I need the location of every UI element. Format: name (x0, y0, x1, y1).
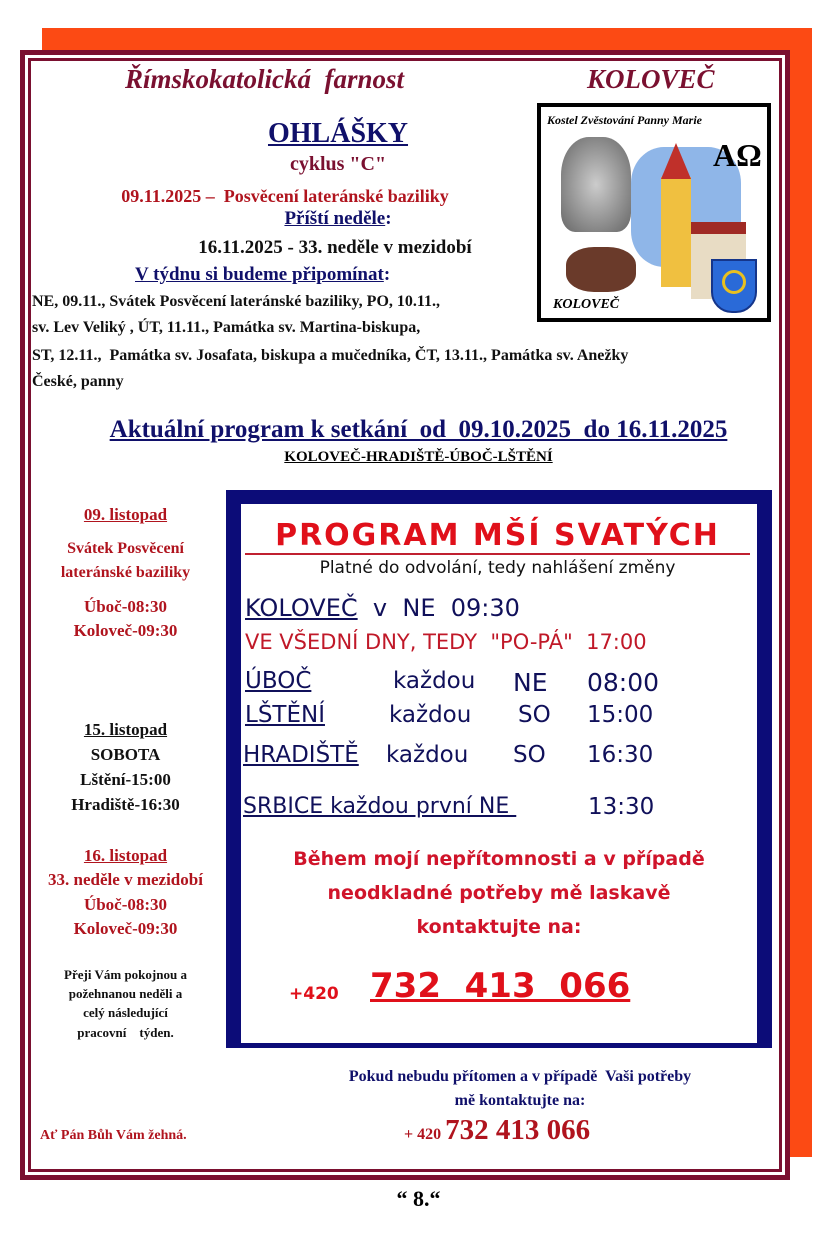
absence-line: neodkladné potřeby mě laskavě (327, 882, 671, 904)
week-label: V týdnu si budeme připomínat: (135, 264, 391, 285)
frequency: každou (393, 668, 476, 694)
place-name: KOLOVEČ (245, 594, 358, 622)
sidebar-date (28, 846, 223, 866)
wish-line: požehnanou neděli a (68, 986, 183, 1001)
blessing: Ať Pán Bůh Vám žehná. (40, 1128, 187, 1143)
wish-line: Přeji Vám pokojnou a (64, 967, 187, 982)
date-text: 09. listopad (83, 505, 168, 524)
sidebar-mass: Koloveč-09:30 (73, 919, 178, 938)
sidebar-feast: 33. neděle v mezidobí (48, 870, 203, 889)
church-spire (661, 143, 691, 179)
footer-note: Pokud nebudu přítomen a v případě Vaši potřeby (348, 1068, 692, 1085)
mass-program-subtitle: Platné do odvolání, tedy nahlášení změny (319, 558, 676, 578)
route-text: KOLOVEČ-HRADIŠTĚ-ÚBOČ-LŠTĚNÍ (284, 449, 553, 465)
day: SO (518, 702, 551, 728)
program-heading (0, 416, 837, 444)
church-tower (661, 177, 691, 287)
church-picture (537, 103, 771, 322)
absence-line: kontaktujte na: (416, 916, 582, 938)
parish-town: KOLOVEČ (587, 64, 715, 94)
mary-image (561, 137, 631, 232)
place-name: LŠTĚNÍ (245, 702, 325, 728)
frequency: každou (389, 702, 472, 728)
time: 15:00 (587, 702, 654, 728)
sidebar-date (28, 720, 223, 740)
day: SO (513, 742, 546, 768)
day: NE (513, 668, 548, 697)
next-sunday: 16.11.2025 - 33. neděle v mezidobí (198, 237, 472, 258)
page-number: “ 8.“ (396, 1186, 441, 1211)
sidebar-mass: Úboč-08:30 (83, 895, 168, 914)
footer-note: mě kontaktujte na: (454, 1092, 586, 1109)
place-name: ÚBOČ (245, 668, 312, 694)
date-text: 15. listopad (83, 720, 168, 739)
wish-line: celý následující (83, 1005, 168, 1020)
sidebar-mass: Lštění-15:00 (80, 770, 171, 789)
srbice-schedule: SRBICE každou první NE (243, 794, 517, 819)
time: 16:30 (587, 742, 654, 768)
week-line: České, panny (32, 373, 124, 390)
parish-title: Římskokatolická farnost (125, 64, 405, 94)
sidebar-mass: Úboč-08:30 (83, 597, 168, 616)
week-line: ST, 12.11., Památka sv. Josafata, biskupa a mučedníka, ČT, 13.11., Památka sv. Anežky (32, 347, 629, 364)
schedule-koloves (245, 594, 520, 622)
week-line: NE, 09.11., Svátek Posvěcení lateránské baziliky, PO, 10.11., (32, 293, 441, 310)
trees-image (566, 247, 636, 292)
place-name: HRADIŠTĚ (243, 742, 359, 768)
phone-prefix: +420 (289, 984, 339, 1004)
picture-caption: Kostel Zvěstování Panny Marie (547, 113, 702, 127)
sidebar-day: SOBOTA (90, 745, 161, 764)
time: 13:30 (588, 794, 655, 820)
week-label-text: V týdnu si budeme připomínat (135, 264, 384, 285)
sidebar-feast: lateránské baziliky (60, 564, 191, 581)
sidebar-mass: Hradiště-16:30 (71, 795, 180, 814)
sidebar-date (28, 505, 223, 525)
route (0, 449, 837, 466)
day: NE (402, 594, 436, 622)
date-text: 16. listopad (83, 846, 168, 865)
sidebar-mass: Koloveč-09:30 (73, 621, 178, 640)
prep: v (372, 594, 388, 622)
mass-program-title: PROGRAM MŠÍ SVATÝCH (245, 519, 750, 555)
phone-number[interactable]: 732 413 066 (370, 966, 631, 1006)
time: 09:30 (450, 594, 520, 622)
footer-phone[interactable] (404, 1114, 590, 1147)
picture-town: KOLOVEČ (553, 297, 620, 312)
next-sunday-label: Příští neděle: (284, 208, 392, 229)
schedule-weekdays: VE VŠEDNÍ DNY, TEDY "PO-PÁ" 17:00 (245, 630, 647, 654)
frequency: každou (386, 742, 469, 768)
phone-prefix: + 420 (404, 1126, 442, 1143)
next-sunday-text: Příští neděle (284, 208, 386, 229)
sidebar-feast: Svátek Posvěcení (67, 540, 184, 557)
alpha-omega-symbol: AΩ (713, 137, 762, 173)
wish-line: pracovní týden. (77, 1025, 174, 1040)
week-line: sv. Lev Veliký , ÚT, 11.11., Památka sv. Martina-biskupa, (32, 319, 421, 336)
time: 08:00 (587, 668, 660, 697)
wheel-icon (722, 270, 746, 294)
absence-line: Během mojí nepřítomnosti a v případě (293, 848, 705, 870)
today-feast: 09.11.2025 – Posvěcení lateránské baziliky (121, 186, 449, 206)
mass-program-panel (241, 504, 757, 1043)
liturgical-cycle: cyklus "C" (289, 153, 387, 175)
program-heading-text: Aktuální program k setkání od 09.10.2025 do 16.11.2025 (109, 416, 728, 443)
phone-number: 732 413 066 (445, 1114, 591, 1146)
announcements-title: OHLÁŠKY (267, 118, 409, 149)
